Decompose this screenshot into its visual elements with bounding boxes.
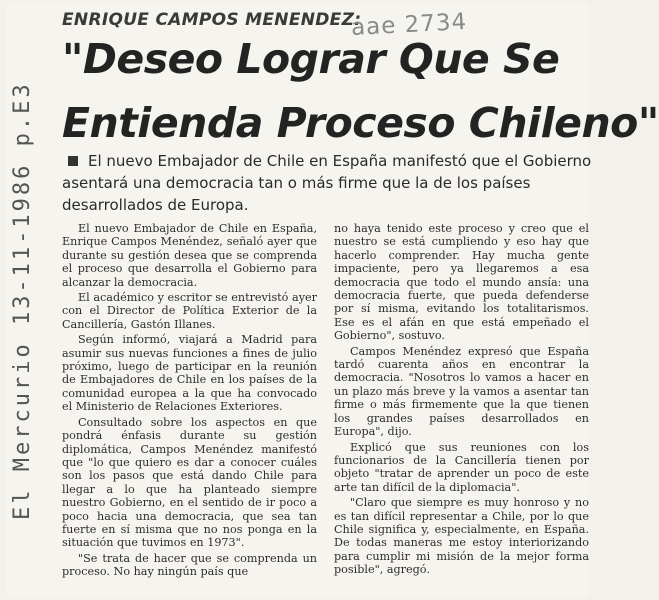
paragraph: no haya tenido este proceso y creo que el nuestro se está cumpliendo y eso hay que hacerlo comprender. Hay mucha gente impaciente, pero ya llegaremos a esa democracia que todo el mundo ansía: una democracia fuerte, que pueda defenderse por sí misma, evitando los totalitarismos. Ese es el afán en que está empeñado el Gobierno", sostuvo. [334, 222, 589, 343]
paragraph: Consultado sobre los aspectos en que pondrá énfasis durante su gestión diplomática, Campos Menéndez manifestó que "lo que quiero es dar a conocer cuáles son los pasos que está dando Chile para llegar a lo que ha planteado siempre nuestro Gobierno, en el sentido de ir poco a poco hacia una democracia, que sea tan fuerte en sí misma que no nos ponga en la situación que tuvimos en 1973". [62, 415, 317, 550]
body-column-right [334, 222, 589, 579]
headline-line-1: "Deseo Lograr Que Se [62, 35, 560, 83]
lead-paragraph [62, 150, 592, 216]
bullet-square-icon [68, 156, 78, 166]
paragraph: Según informó, viajará a Madrid para asumir sus nuevas funciones a fines de julio próximo, luego de participar en la reunión de Embajadores de Chile en los países de la comunidad europea a la que ha convocado el Ministerio de Relaciones Exteriores. [62, 333, 317, 414]
paragraph: "Se trata de hacer que se comprenda un proceso. No hay ningún país que [62, 551, 317, 579]
paragraph: El académico y escritor se entrevistó ayer con el Director de Política Exterior de la Cancillería, Gastón Illanes. [62, 291, 317, 331]
paragraph: "Claro que siempre es muy honroso y no es tan difícil representar a Chile, por lo que Chile significa y, especialmente, en España. De todas maneras me estoy interiorizando para cumplir mi misión de la mejor forma posible", agregó. [334, 496, 589, 577]
newspaper-clipping [6, 4, 659, 596]
paragraph: Explicó que sus reuniones con los funcionarios de la Cancillería tienen por objeto "tratar de aprender un poco de este arte tan difícil de la diplomacia". [334, 440, 589, 494]
handwritten-date-stamp: El Mercurio 13-11-1986 p.E3 [10, 81, 35, 520]
paragraph: El nuevo Embajador de Chile en España, Enrique Campos Menéndez, señaló ayer que durante su gestión desea que se comprenda el proceso que desarrolla el Gobierno para alcanzar la democracia. [62, 222, 317, 289]
kicker: ENRIQUE CAMPOS MENENDEZ: [62, 10, 362, 30]
lead-text: El nuevo Embajador de Chile en España manifestó que el Gobierno asentará una democracia tan o más firme que la de los países desarrollados de Europa. [62, 152, 592, 214]
headline-line-2: Entienda Proceso Chileno" [62, 99, 659, 147]
body-column-left [62, 222, 317, 581]
handwritten-reference: aae 2734 [350, 8, 468, 42]
paragraph: Campos Menéndez expresó que España tardó cuarenta años en encontrar la democracia. "Nosotros lo vamos a hacer en un plazo más breve y la vamos a asentar tan firme o más firmemente que la que tienen los grandes países desarrollados en Europa", dijo. [334, 344, 589, 439]
